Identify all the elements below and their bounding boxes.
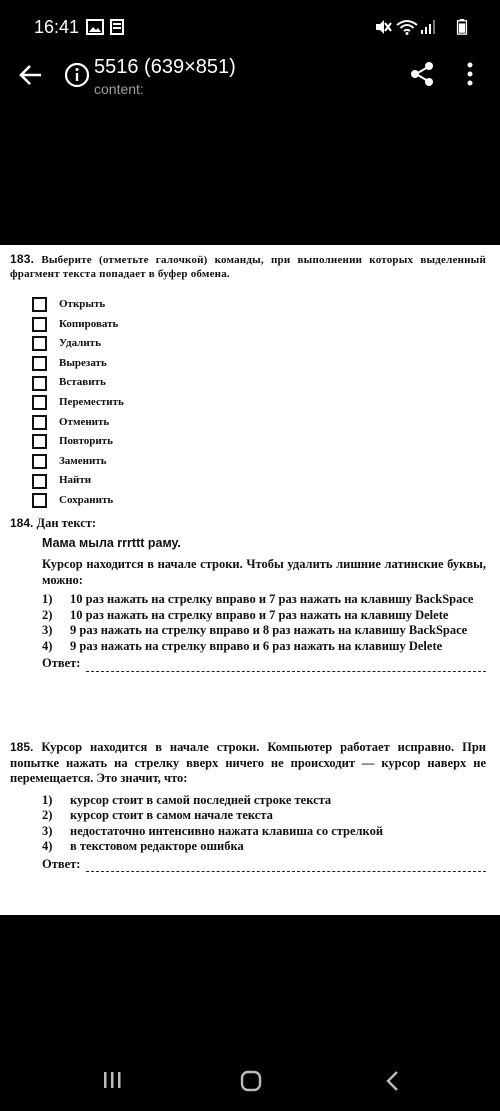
- question-intro: Дан текст:: [36, 516, 97, 530]
- share-icon[interactable]: [408, 60, 436, 88]
- checkbox-option: Удалить: [32, 334, 124, 354]
- option-item: 2) курсор стоит в самом начале текста: [42, 808, 273, 822]
- navigation-bar: [0, 1050, 500, 1111]
- checkbox-option: Вставить: [32, 373, 124, 393]
- wifi-icon: [396, 19, 418, 35]
- checkbox-icon: [32, 474, 47, 489]
- checkbox-icon: [32, 415, 47, 430]
- checkbox-option: Переместить: [32, 393, 124, 413]
- checkbox-list: [32, 295, 124, 511]
- checkbox-option: Найти: [32, 471, 124, 491]
- checkbox-option: Копировать: [32, 315, 124, 335]
- answer-label: Ответ:: [42, 656, 81, 670]
- status-time: 16:41: [34, 17, 80, 37]
- checkbox-option: Вырезать: [32, 354, 124, 374]
- more-vert-icon[interactable]: [460, 60, 480, 88]
- checkbox-icon: [32, 454, 47, 469]
- question-text: Курсор находится в начале строки. Чтобы удалить лишние латинские буквы, можно:: [42, 557, 486, 587]
- checkbox-icon: [32, 493, 47, 508]
- recents-icon[interactable]: [102, 1070, 122, 1090]
- options-list: [10, 793, 486, 855]
- option-item: 4) 9 раз нажать на стрелку вправо и 6 раз нажать на клавишу Delete: [42, 638, 443, 653]
- answer-line: [86, 661, 486, 672]
- gallery-notification-icon: [86, 19, 104, 35]
- app-bar: [0, 50, 500, 106]
- question-text: Курсор находится в начале строки. Компьютер работает исправно. При попытке нажать на стрелку вверх ничего не происходит — курсор наверх не перемещается. Это значит, что:: [10, 740, 486, 785]
- option-item: 3) недостаточно интенсивно нажата клавиша со стрелкой: [42, 823, 384, 838]
- home-icon[interactable]: [240, 1070, 262, 1092]
- question-number: 185.: [10, 740, 34, 754]
- option-item: 3) 9 раз нажать на стрелку вправо и 8 раз нажать на клавишу BackSpace: [42, 623, 468, 637]
- checkbox-icon: [32, 317, 47, 332]
- image-title: 5516 (639×851): [94, 56, 236, 78]
- checkbox-icon: [32, 376, 47, 391]
- checkbox-option: Открыть: [32, 295, 124, 315]
- question-number: 183.: [10, 252, 35, 266]
- status-bar: [0, 0, 500, 50]
- option-item: 1) 10 раз нажать на стрелку вправо и 7 раз нажать на клавишу BackSpace: [42, 592, 474, 606]
- question-184: [10, 516, 486, 672]
- checkbox-icon: [32, 297, 47, 312]
- image-subtitle: content:: [94, 81, 144, 97]
- options-list: [10, 592, 486, 654]
- arrow-left-icon[interactable]: [16, 60, 46, 90]
- signal-icon: [420, 19, 436, 35]
- checkbox-option: Заменить: [32, 452, 124, 472]
- checkbox-option: Повторить: [32, 432, 124, 452]
- battery-icon: [456, 19, 468, 35]
- answer-label: Ответ:: [42, 856, 81, 871]
- checkbox-option: Сохранить: [32, 491, 124, 511]
- document-image[interactable]: [0, 245, 500, 915]
- answer-line: [86, 861, 486, 872]
- sample-text: Мама мыла rrrttt раму.: [42, 535, 181, 550]
- option-item: 2) 10 раз нажать на стрелку вправо и 7 раз нажать на клавишу Delete: [42, 607, 449, 622]
- question-183: [10, 253, 486, 281]
- checkbox-icon: [32, 336, 47, 351]
- question-number: 184.: [10, 516, 34, 530]
- document-notification-icon: [110, 19, 124, 35]
- answer-field: [10, 857, 486, 873]
- question-185: [10, 740, 486, 872]
- option-item: 1) курсор стоит в самой последней строке текста: [42, 792, 332, 807]
- checkbox-option: Отменить: [32, 413, 124, 433]
- checkbox-icon: [32, 395, 47, 410]
- info-icon[interactable]: [64, 62, 90, 88]
- question-text: Выберите (отметьте галочкой) команды, при выполнении которых выделенный фрагмент текста попадает в буфер обмена.: [10, 254, 486, 280]
- option-item: 4) в текстовом редакторе ошибка: [42, 839, 244, 853]
- mute-icon: [374, 19, 392, 35]
- nav-back-icon[interactable]: [384, 1070, 400, 1092]
- answer-field: [10, 656, 486, 672]
- checkbox-icon: [32, 434, 47, 449]
- checkbox-icon: [32, 356, 47, 371]
